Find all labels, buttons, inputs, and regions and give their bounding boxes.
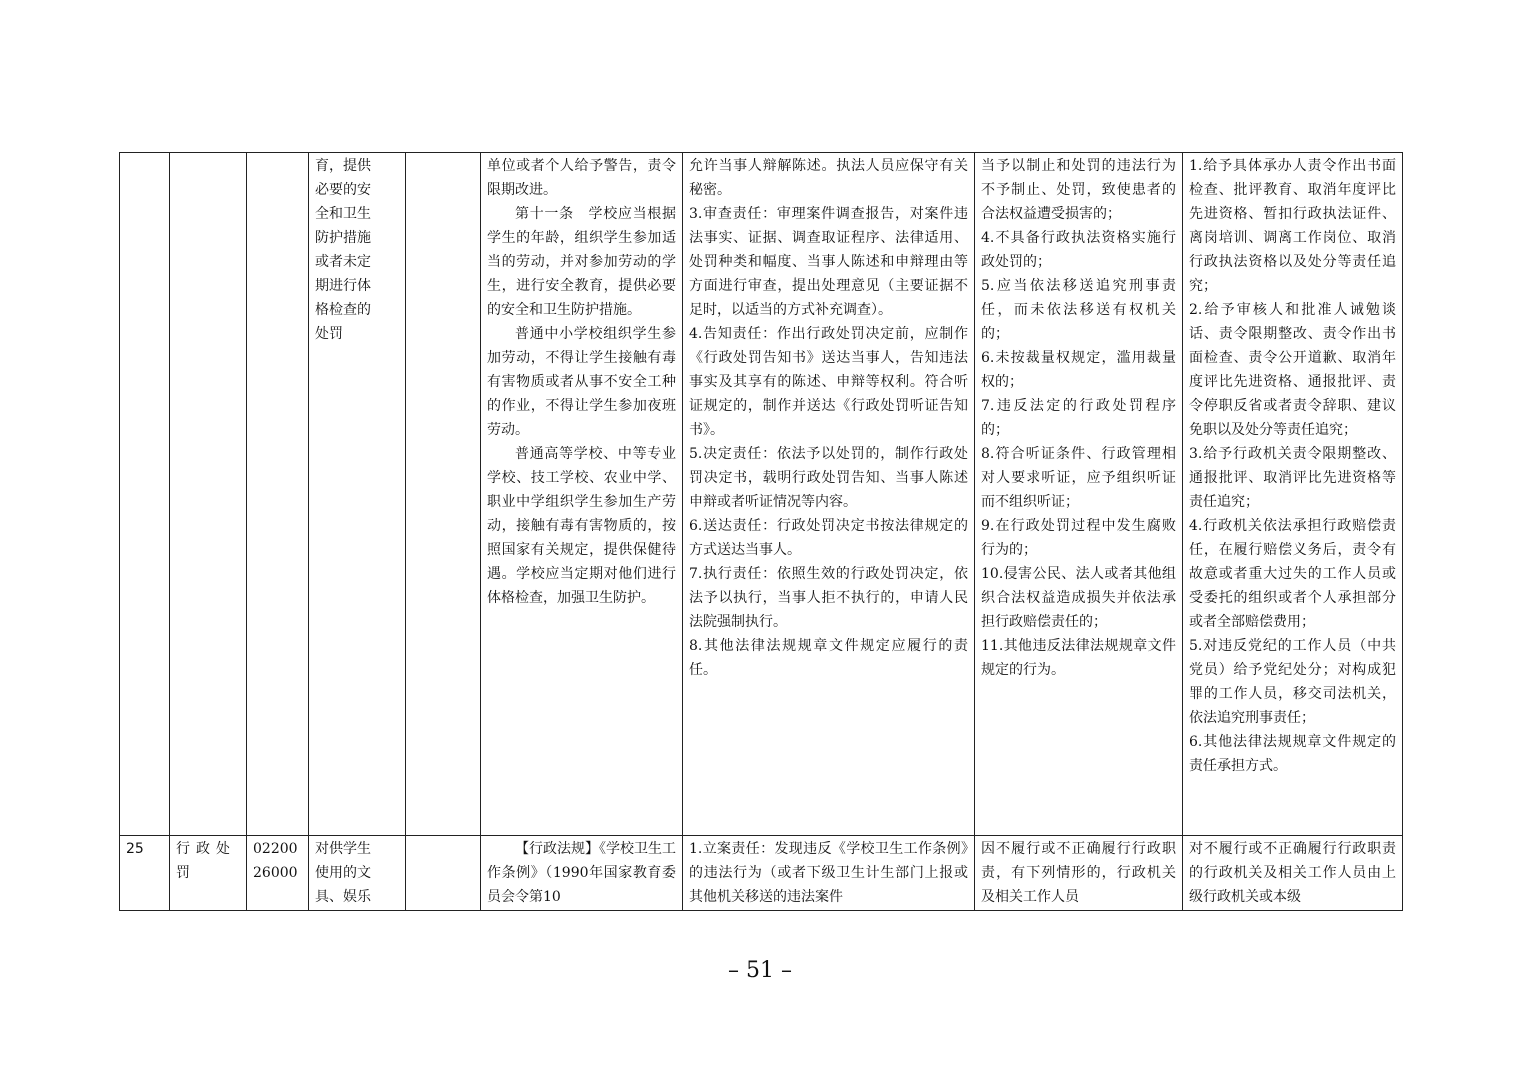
- accountability-item: 4.不具备行政执法资格实施行政处罚的；: [981, 230, 1176, 270]
- measures-cell: [1183, 836, 1403, 911]
- table-row: [120, 153, 1403, 836]
- basis-paragraph: 第十一条 学校应当根据学生的年龄，组织学生参加适当的劳动，并对参加劳动的学生，进行安全教育，提供必要的安全和卫生防护措施。: [487, 206, 676, 318]
- code-cell: [247, 836, 309, 911]
- accountability-cell: [975, 836, 1183, 911]
- duty-item: 8.其他法律法规规章文件规定应履行的责任。: [689, 638, 968, 678]
- measures-item: 6.其他法律法规规章文件规定的责任承担方式。: [1189, 734, 1396, 774]
- item-name-line: 全和卫生: [315, 206, 371, 222]
- accountability-item: 因不履行或不正确履行行政职责，有下列情形的，行政机关及相关工作人员: [981, 841, 1176, 905]
- type-cell: [170, 836, 247, 911]
- accountability-item: 6.未按裁量权规定，滥用裁量权的；: [981, 350, 1176, 390]
- measures-item: 2.给予审核人和批准人诫勉谈话、责令限期整改、责令作出书面检查、责令公开道歉、取消年度评比先进资格、通报批评、责令停职反省或者责令辞职、建议免职以及处分等责任追究；: [1189, 302, 1396, 438]
- accountability-cell: [975, 153, 1183, 836]
- duty-item: 6.送达责任：行政处罚决定书按法律规定的方式送达当事人。: [689, 518, 968, 558]
- basis-paragraph: 单位或者个人给予警告，责令限期改进。: [487, 158, 676, 198]
- duty-cell: [683, 836, 975, 911]
- seq-cell: 25: [120, 836, 170, 911]
- measures-cell: [1183, 153, 1403, 836]
- page-number: – 51 –: [728, 958, 792, 983]
- item-name-cell: [309, 836, 406, 911]
- accountability-item: 9.在行政处罚过程中发生腐败行为的；: [981, 518, 1176, 558]
- type-line: 行政处: [176, 841, 236, 857]
- legal-basis-cell: [481, 836, 683, 911]
- basis-paragraph: 【行政法规】《学校卫生工作条例》（1990年国家教育委员会令第10: [487, 841, 676, 905]
- accountability-item: 8.符合听证条件、行政管理相对人要求听证，应予组织听证而不组织听证；: [981, 446, 1176, 510]
- accountability-item: 5.应当依法移送追究刑事责任，而未依法移送有权机关的；: [981, 278, 1176, 342]
- measures-item: 4.行政机关依法承担行政赔偿责任，在履行赔偿义务后，责令有故意或者重大过失的工作人员或受委托的组织或者个人承担部分或者全部赔偿费用；: [1189, 518, 1396, 630]
- accountability-item: 当予以制止和处罚的违法行为不予制止、处罚，致使患者的合法权益遭受损害的；: [981, 158, 1176, 222]
- sub-item-cell: [406, 153, 481, 836]
- basis-paragraph: 普通高等学校、中等专业学校、技工学校、农业中学、职业中学组织学生参加生产劳动，接触有毒有害物质的，按照国家有关规定，提供保健待遇。学校应当定期对他们进行体格检查，加强卫生防护。: [487, 446, 676, 606]
- measures-item: 1.给予具体承办人责令作出书面检查、批评教育、取消年度评比先进资格、暂扣行政执法证件、离岗培训、调离工作岗位、取消行政执法资格以及处分等责任追究；: [1189, 158, 1396, 294]
- table-row: [120, 836, 1403, 911]
- duty-item: 3.审查责任：审理案件调查报告，对案件违法事实、证据、调查取证程序、法律适用、处罚种类和幅度、当事人陈述和申辩理由等方面进行审查，提出处理意见（主要证据不足时，以适当的方式补充调查）。: [689, 206, 968, 318]
- accountability-item: 10.侵害公民、法人或者其他组织合法权益造成损失并依法承担行政赔偿责任的；: [981, 566, 1176, 630]
- accountability-item: 11.其他违反法律法规规章文件规定的行为。: [981, 638, 1176, 678]
- item-name-line: 期进行体: [315, 278, 371, 294]
- item-name-line: 处罚: [315, 326, 343, 342]
- measures-item: 对不履行或不正确履行行政职责的行政机关及相关工作人员由上级行政机关或本级: [1189, 841, 1396, 905]
- code-cell: [247, 153, 309, 836]
- measures-item: 5.对违反党纪的工作人员（中共党员）给予党纪处分；对构成犯罪的工作人员，移交司法机关，依法追究刑事责任；: [1189, 638, 1396, 726]
- seq-cell: [120, 153, 170, 836]
- type-line: 罚: [176, 865, 190, 881]
- item-name-line: 格检查的: [315, 302, 371, 318]
- item-name-line: 防护措施: [315, 230, 371, 246]
- item-name-line: 具、娱乐: [315, 889, 371, 905]
- responsibility-table: [119, 152, 1403, 911]
- duty-item: 4.告知责任：作出行政处罚决定前，应制作《行政处罚告知书》送达当事人，告知违法事实及其享有的陈述、申辩等权利。符合听证规定的，制作并送达《行政处罚听证告知书》。: [689, 326, 968, 438]
- accountability-item: 7.违反法定的行政处罚程序的；: [981, 398, 1176, 438]
- item-name-cell: [309, 153, 406, 836]
- duty-item: 5.决定责任：依法予以处罚的，制作行政处罚决定书，载明行政处罚告知、当事人陈述申辩或者听证情况等内容。: [689, 446, 968, 510]
- item-name-line: 必要的安: [315, 182, 371, 198]
- duty-item: 1.立案责任：发现违反《学校卫生工作条例》的违法行为（或者下级卫生计生部门上报或其他机关移送的违法案件: [689, 841, 968, 905]
- code-line: 26000: [253, 865, 298, 881]
- item-name-line: 或者未定: [315, 254, 371, 270]
- code-line: 02200: [253, 841, 298, 857]
- type-cell: [170, 153, 247, 836]
- item-name-line: 对供学生: [315, 841, 371, 857]
- sub-item-cell: [406, 836, 481, 911]
- basis-paragraph: 普通中小学校组织学生参加劳动，不得让学生接触有毒有害物质或者从事不安全工种的作业，不得让学生参加夜班劳动。: [487, 326, 676, 438]
- item-name-line: 育，提供: [315, 158, 371, 174]
- duty-cell: [683, 153, 975, 836]
- measures-item: 3.给予行政机关责令限期整改、通报批评、取消评比先进资格等责任追究；: [1189, 446, 1396, 510]
- duty-item: 允许当事人辩解陈述。执法人员应保守有关秘密。: [689, 158, 968, 198]
- legal-basis-cell: [481, 153, 683, 836]
- item-name-line: 使用的文: [315, 865, 371, 881]
- duty-item: 7.执行责任：依照生效的行政处罚决定，依法予以执行，当事人拒不执行的，申请人民法院强制执行。: [689, 566, 968, 630]
